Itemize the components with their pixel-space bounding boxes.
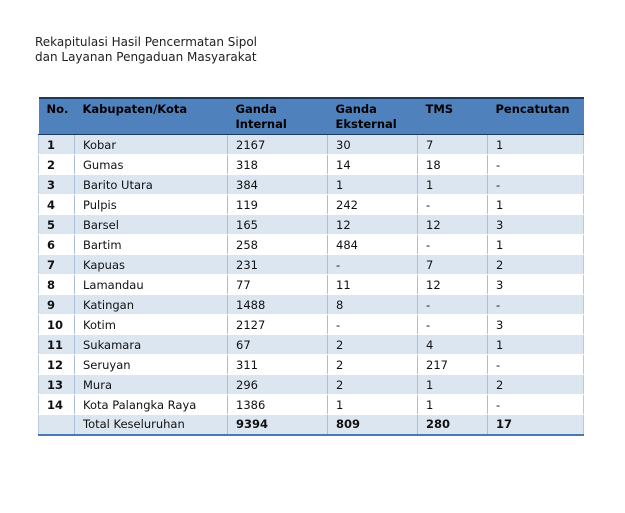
cell-no: 11	[39, 335, 75, 355]
cell-tms: 12	[418, 275, 488, 295]
table-row	[39, 355, 584, 375]
cell-no: 10	[39, 315, 75, 335]
col-header-pencatutan: Pencatutan	[488, 98, 584, 135]
total-label: Total Keseluruhan	[75, 415, 228, 435]
cell-kabupaten: Kapuas	[75, 255, 228, 275]
cell-no: 2	[39, 155, 75, 175]
cell-kabupaten: Sukamara	[75, 335, 228, 355]
cell-ganda-internal: 1488	[228, 295, 328, 315]
cell-ganda-internal: 165	[228, 215, 328, 235]
cell-ganda-eksternal: 242	[328, 195, 418, 215]
cell-ganda-eksternal: 12	[328, 215, 418, 235]
cell-ganda-eksternal: 2	[328, 355, 418, 375]
cell-ganda-internal: 2127	[228, 315, 328, 335]
cell-tms: 4	[418, 335, 488, 355]
cell-kabupaten: Kotim	[75, 315, 228, 335]
page-title-line1: Rekapitulasi Hasil Pencermatan Sipol	[35, 35, 257, 49]
cell-pencatutan: -	[488, 355, 584, 375]
cell-ganda-eksternal: 11	[328, 275, 418, 295]
cell-ganda-eksternal: -	[328, 315, 418, 335]
cell-tms: 12	[418, 215, 488, 235]
cell-kabupaten: Pulpis	[75, 195, 228, 215]
cell-no: 12	[39, 355, 75, 375]
cell-tms: 1	[418, 395, 488, 415]
cell-no: 14	[39, 395, 75, 415]
cell-pencatutan: 3	[488, 275, 584, 295]
cell-pencatutan: 1	[488, 335, 584, 355]
col-header-kabupaten-kota: Kabupaten/Kota	[75, 98, 228, 135]
total-ganda-eksternal: 809	[328, 415, 418, 435]
cell-ganda-eksternal: 30	[328, 135, 418, 155]
col-header-ganda-eksternal: Ganda Eksternal	[328, 98, 418, 135]
cell-ganda-eksternal: 2	[328, 335, 418, 355]
cell-kabupaten: Barsel	[75, 215, 228, 235]
cell-pencatutan: 2	[488, 375, 584, 395]
cell-ganda-internal: 67	[228, 335, 328, 355]
table-row	[39, 175, 584, 195]
cell-ganda-internal: 119	[228, 195, 328, 215]
cell-pencatutan: 3	[488, 215, 584, 235]
cell-no: 6	[39, 235, 75, 255]
total-ganda-internal: 9394	[228, 415, 328, 435]
cell-no: 4	[39, 195, 75, 215]
cell-ganda-eksternal: 484	[328, 235, 418, 255]
cell-ganda-internal: 1386	[228, 395, 328, 415]
header-row	[39, 98, 584, 135]
cell-kabupaten: Katingan	[75, 295, 228, 315]
total-pencatutan: 17	[488, 415, 584, 435]
table-row	[39, 155, 584, 175]
cell-no: 1	[39, 135, 75, 155]
cell-kabupaten: Mura	[75, 375, 228, 395]
table-header	[39, 98, 584, 135]
cell-pencatutan: 1	[488, 235, 584, 255]
cell-no: 9	[39, 295, 75, 315]
cell-ganda-internal: 384	[228, 175, 328, 195]
table-row	[39, 255, 584, 275]
cell-kabupaten: Kota Palangka Raya	[75, 395, 228, 415]
cell-tms: 1	[418, 375, 488, 395]
cell-pencatutan: -	[488, 295, 584, 315]
cell-tms: 7	[418, 135, 488, 155]
cell-pencatutan: -	[488, 395, 584, 415]
cell-tms: 1	[418, 175, 488, 195]
cell-kabupaten: Barito Utara	[75, 175, 228, 195]
page-title-line2: dan Layanan Pengaduan Masyarakat	[35, 50, 257, 64]
cell-kabupaten: Lamandau	[75, 275, 228, 295]
cell-tms: -	[418, 235, 488, 255]
cell-ganda-internal: 231	[228, 255, 328, 275]
cell-ganda-internal: 296	[228, 375, 328, 395]
cell-tms: 217	[418, 355, 488, 375]
table-row	[39, 275, 584, 295]
cell-ganda-internal: 258	[228, 235, 328, 255]
cell-no: 8	[39, 275, 75, 295]
table-row	[39, 195, 584, 215]
table-row	[39, 315, 584, 335]
table-footer	[39, 415, 584, 435]
cell-tms: 7	[418, 255, 488, 275]
cell-no: 5	[39, 215, 75, 235]
cell-ganda-eksternal: -	[328, 255, 418, 275]
total-row	[39, 415, 584, 435]
cell-pencatutan: 3	[488, 315, 584, 335]
cell-no: 7	[39, 255, 75, 275]
cell-pencatutan: -	[488, 175, 584, 195]
cell-no: 13	[39, 375, 75, 395]
cell-kabupaten: Gumas	[75, 155, 228, 175]
cell-tms: -	[418, 315, 488, 335]
table-body	[39, 135, 584, 415]
page-title	[35, 35, 257, 65]
cell-pencatutan: 1	[488, 135, 584, 155]
table-row	[39, 395, 584, 415]
cell-pencatutan: 1	[488, 195, 584, 215]
cell-no: 3	[39, 175, 75, 195]
cell-ganda-internal: 2167	[228, 135, 328, 155]
cell-ganda-internal: 318	[228, 155, 328, 175]
cell-ganda-internal: 311	[228, 355, 328, 375]
cell-tms: -	[418, 295, 488, 315]
cell-tms: -	[418, 195, 488, 215]
cell-pencatutan: -	[488, 155, 584, 175]
cell-pencatutan: 2	[488, 255, 584, 275]
cell-ganda-eksternal: 1	[328, 395, 418, 415]
cell-ganda-eksternal: 2	[328, 375, 418, 395]
cell-tms: 18	[418, 155, 488, 175]
col-header-no: No.	[39, 98, 75, 135]
cell-kabupaten: Seruyan	[75, 355, 228, 375]
table-row	[39, 235, 584, 255]
recap-table	[38, 97, 584, 436]
table-row	[39, 135, 584, 155]
total-empty-cell	[39, 415, 75, 435]
total-tms: 280	[418, 415, 488, 435]
col-header-ganda-internal: Ganda Internal	[228, 98, 328, 135]
table-row	[39, 375, 584, 395]
cell-ganda-eksternal: 1	[328, 175, 418, 195]
cell-ganda-eksternal: 14	[328, 155, 418, 175]
table-row	[39, 335, 584, 355]
table-row	[39, 215, 584, 235]
cell-ganda-eksternal: 8	[328, 295, 418, 315]
cell-kabupaten: Kobar	[75, 135, 228, 155]
col-header-tms: TMS	[418, 98, 488, 135]
cell-ganda-internal: 77	[228, 275, 328, 295]
cell-kabupaten: Bartim	[75, 235, 228, 255]
table-row	[39, 295, 584, 315]
